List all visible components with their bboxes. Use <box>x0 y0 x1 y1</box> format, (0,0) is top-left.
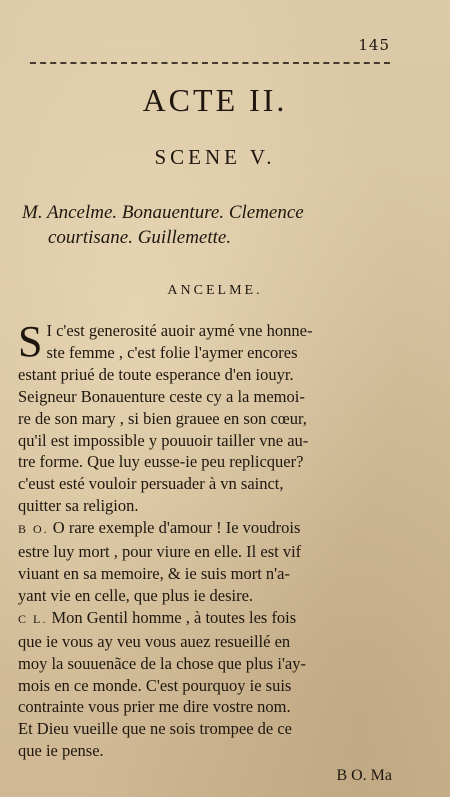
text-line: qu'il est impossible y pouuoir tailler vne au- <box>18 430 309 450</box>
cast-list <box>22 200 407 250</box>
speaker-tag-cl: C L. <box>18 611 48 626</box>
text-line: yant vie en celle, que plus ie desire. <box>18 585 254 605</box>
text-line: estant priué de toute esperance d'en iouyr. <box>18 364 294 384</box>
scene-title: SCENE V. <box>154 145 276 169</box>
text-line: estre luy mort , pour viure en elle. Il est vif <box>18 542 302 562</box>
text-line: mois en ce monde. C'est pourquoy ie suis <box>18 675 292 695</box>
speaker-heading: ANCELME. <box>167 283 263 298</box>
text-line: moy la souuenãce de la chose que plus i'ay- <box>18 653 306 673</box>
page-number: 145 <box>358 36 390 54</box>
text-line: viuant en sa memoire, & ie suis mort n'a- <box>18 563 290 583</box>
speech-bo <box>18 517 403 541</box>
text-line: que ie vous ay veu vous auez resueillé en <box>18 631 291 651</box>
text-line: O rare exemple d'amour ! Ie voudrois <box>52 518 301 538</box>
catchword: B O. Ma <box>336 767 392 784</box>
text-line: I c'est generosité auoir aymé vne honne- <box>46 321 313 340</box>
text-line: Seigneur Bonauenture ceste cy a la memoi- <box>18 386 305 406</box>
act-title: ACTE II. <box>142 82 288 118</box>
speech-cl <box>18 607 403 631</box>
cast-line-1: M. Ancelme. Bonauenture. Clemence <box>22 202 304 223</box>
dialogue-text <box>18 317 403 762</box>
text-line: Mon Gentil homme , à toutes les fois <box>51 607 297 627</box>
text-line: ste femme , c'est folie l'aymer encores <box>46 342 298 362</box>
drop-cap: S <box>18 317 43 366</box>
speaker-tag-bo: B O. <box>18 522 49 537</box>
text-line: c'eust esté vouloir persuader à vn sainct, <box>18 474 284 494</box>
text-line: contrainte vous prier me dire vostre nom. <box>18 697 291 717</box>
header-rule <box>30 62 390 64</box>
text-line: que ie pense. <box>18 741 104 761</box>
text-line: Et Dieu vueille que ne sois trompee de ce <box>18 719 292 739</box>
cast-line-2: courtisane. Guillemette. <box>48 227 232 248</box>
text-line: re de son mary , si bien grauee en son cœur, <box>18 408 307 428</box>
text-line: tre forme. Que luy eusse-ie peu replicquer? <box>18 452 304 472</box>
text-line: quitter sa religion. <box>18 496 139 516</box>
